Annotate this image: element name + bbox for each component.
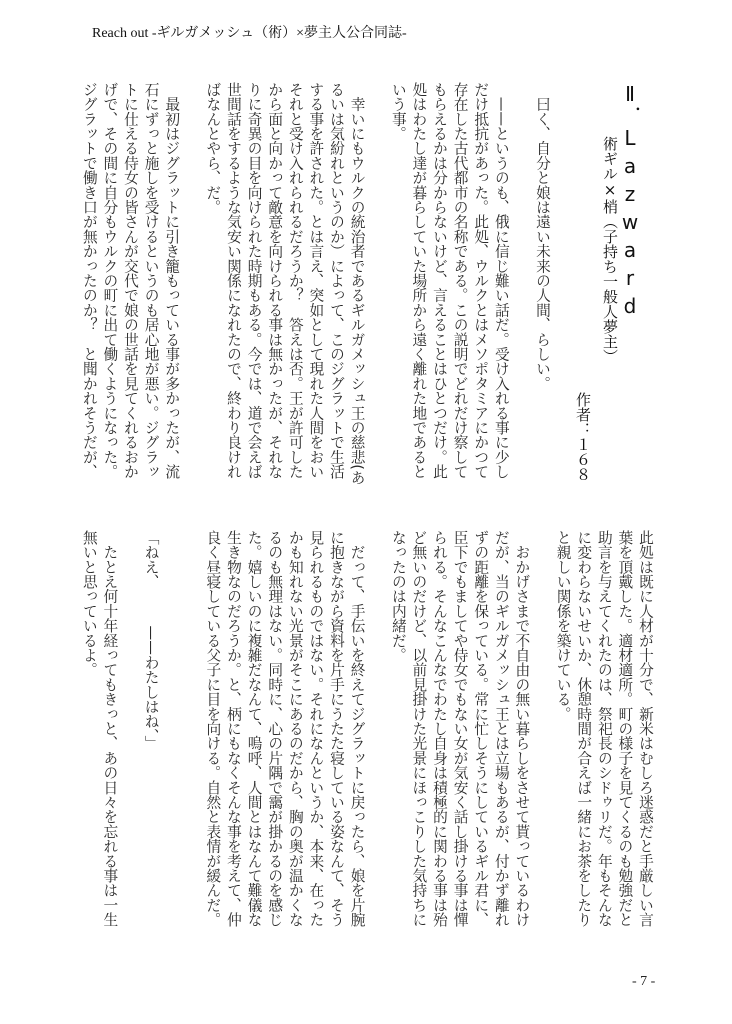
- text-line: 無いと思っているよ。: [80, 530, 98, 677]
- text-line: たとえ何十年経ってもきっと、あの日々を忘れる事は一生: [101, 530, 119, 927]
- text-line: 此処は既に人材が十分で、新米はむしろ迷惑だと手厳しい言: [637, 530, 654, 927]
- text-line: だが、当のギルガメッシュ王とは立場もあるが、付かず離れ: [492, 530, 510, 927]
- text-line: かも知れない光景がそこにあるのだから、胸の奥が温かくな: [286, 530, 304, 927]
- title-numeral: Ⅱ．: [618, 82, 642, 126]
- text-line: する事を許された。とは言え、突如として現れた人間をおい: [307, 82, 325, 479]
- text-line: ——というのも、俄に信じ難い話だ。受け入れる事に少し: [492, 82, 510, 479]
- text-line: るいは気紛れというのか）によって、このジグラットで生活: [328, 82, 345, 479]
- text-line: だけ抵抗があった。此処、ウルクとはメソポタミアにかつて: [472, 82, 490, 479]
- text-line: られる。そんなこんなでわたし自身は積極的に関わる事は殆: [431, 530, 448, 927]
- text-line: トに仕える侍女の皆さんが交代で娘の世話を見てくれるおか: [122, 82, 139, 479]
- text-line: ジグラットで働き口が無かったのか？ と聞かれそうだが、: [80, 82, 98, 479]
- story-title: [619, 82, 641, 322]
- text-line: ばなんとやら、だ。: [204, 82, 222, 215]
- text-line: それと受け入れられるだろうか？ 答えは否。王が許可した: [286, 82, 304, 479]
- text-line: ど無いのだけど、以前見掛けた光景にほっこりした気持ちに: [410, 530, 428, 927]
- text-line: 世間話をするような気安い関係になれたので、終わり良けれ: [225, 82, 242, 479]
- author-credit: 作者：１６８: [574, 392, 592, 482]
- text-line: 石にずっと施しを受けるというのも居心地が悪い。ジグラッ: [142, 82, 160, 479]
- text-line: げで、その間に自分もウルクの町に出て働くようになった。: [101, 82, 119, 479]
- text-line: もらえるかは分からないけど、言えることはひとつだけ。此: [431, 82, 448, 479]
- text-line: りに奇異の目を向けられた時期もある。今では、道で会えば: [245, 82, 263, 479]
- text-line: に変わらないせいか、休憩時間が合えば一緒にお茶をしたり: [575, 530, 593, 927]
- dialogue-line: 「ねえ、 ——わたしはね、」: [142, 530, 160, 751]
- text-line: なったのは内緒だ。: [389, 530, 407, 663]
- text-line: 生き物なのだろうか。と、柄にもなくそんな事を考えて、仲: [225, 530, 242, 927]
- text-line: 存在した古代都市の名称である。この説明でどれだけ察して: [451, 82, 469, 479]
- text-line: 処はわたし達が暮らしていた場所から遠く離れた地であると: [410, 82, 428, 479]
- text-line: た。嬉しいのに複雑だなんて、嗚呼、人間とはなんて難儀な: [245, 530, 263, 927]
- title-name: Lazward: [618, 126, 642, 322]
- text-line: 臣下でもましてや侍女でもない女が気安く話し掛ける事は憚: [451, 530, 469, 927]
- text-line: から面と向かって敵意を向けられる事は無かったが、それな: [266, 82, 284, 479]
- text-line: だって、手伝いを終えてジグラットに戻ったら、娘を片腕: [348, 530, 366, 927]
- text-line: ずの距離を保っている。常に忙しそうにしているギル君に、: [472, 530, 490, 927]
- page-number: - 7 -: [632, 974, 656, 989]
- text-line: おかげさまで不自由の無い暮らしをさせて貰っているわけ: [513, 530, 531, 927]
- story-subtitle: 術ギル×梢（子持ち一般人夢主）: [601, 136, 619, 364]
- text-line: 助言を与えてくれたのは、祭祀長のシドゥリだ。年もそんな: [595, 530, 613, 927]
- text-line: 見られるものではない。それになんというか、本来、在った: [307, 530, 325, 927]
- text-line: 曰く、自分と娘は遠い未来の人間、らしい。: [534, 82, 551, 391]
- text-line: いう事。: [389, 82, 407, 141]
- text-line: るのも無理はない。同時に、心の片隅で靄が掛かるのを感じ: [266, 530, 284, 927]
- running-header: Reach out -ギルガメッシュ（術）×夢主人公合同誌-: [92, 26, 407, 41]
- text-line: 葉を頂戴した。適材適所。町の様子を見てくるのも勉強だと: [616, 530, 634, 927]
- text-line: 良く昼寝している父子に目を向ける。自然と表情が緩んだ。: [204, 530, 222, 927]
- text-line: に抱きながら資料を片手にうたた寝している姿なんて、そう: [328, 530, 345, 927]
- text-line: 最初はジグラットに引き籠もっている事が多かったが、流: [163, 82, 181, 479]
- text-line: と親しい関係を築けている。: [554, 530, 572, 722]
- text-line: 幸いにもウルクの統治者であるギルガメッシュ王の慈悲(あ: [348, 82, 366, 485]
